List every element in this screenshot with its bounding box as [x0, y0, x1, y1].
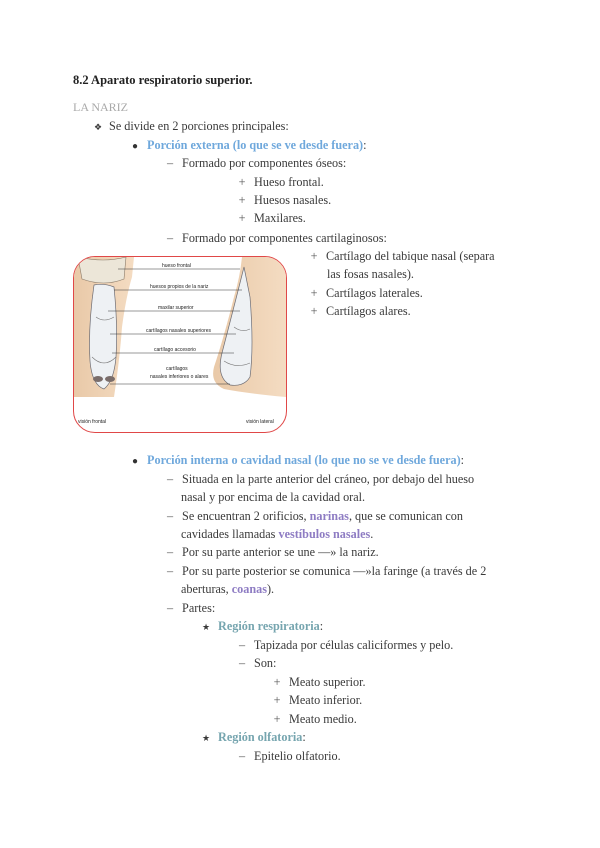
- star-bullet-icon: ★: [201, 622, 211, 632]
- internal-line-text: ).: [266, 582, 275, 596]
- cartilage-intro: [161, 229, 387, 247]
- internal-line-continuation: [181, 525, 373, 543]
- plus-icon: +: [273, 712, 281, 726]
- figure-label: cartílago accesorio: [154, 347, 196, 353]
- meato-item: [268, 691, 362, 709]
- nostril-left-shape: [93, 376, 103, 382]
- internal-line-text: .: [370, 527, 374, 541]
- dash-icon: –: [166, 564, 174, 578]
- diamond-bullet-icon: ❖: [93, 122, 103, 132]
- parts-line: [161, 599, 215, 617]
- plus-icon: +: [238, 175, 246, 189]
- osseous-intro: [161, 154, 346, 172]
- external-portion-heading: [126, 136, 367, 156]
- osseous-item: [233, 173, 324, 191]
- plus-icon: +: [273, 675, 281, 689]
- dash-icon: –: [238, 749, 246, 763]
- meato-item: [268, 673, 366, 691]
- olfactory-region-heading: [197, 728, 306, 747]
- external-portion-title: Porción externa (lo que se ve desde fuera): [147, 138, 364, 152]
- osseous-item-text: Maxilares.: [254, 211, 306, 225]
- frontal-view-caption: visión frontal: [78, 419, 107, 425]
- internal-line-continuation: nasal y por encima de la cavidad oral.: [181, 490, 366, 504]
- internal-line-text: Se encuentran 2 orificios,: [182, 509, 310, 523]
- respiratory-line-text: Son:: [254, 656, 277, 670]
- nostril-right-shape: [105, 376, 115, 382]
- olfactory-region-title: Región olfatoria: [218, 730, 303, 744]
- figure-label: cartílagos nasales superiores: [146, 328, 212, 334]
- olfactory-line: [233, 747, 341, 765]
- section-title: LA NARIZ: [73, 100, 128, 114]
- figure-label: huesos propios de la nariz: [150, 284, 209, 290]
- parts-text: Partes:: [182, 601, 216, 615]
- internal-line: [161, 543, 379, 561]
- internal-line-continuation: [181, 580, 274, 598]
- respiratory-region-title: Región respiratoria: [218, 619, 320, 633]
- frontal-nose-shape: [90, 284, 117, 389]
- cartilage-item: [305, 247, 495, 265]
- colon: :: [363, 138, 367, 152]
- nose-anatomy-illustration: [74, 257, 286, 432]
- internal-line: [161, 507, 463, 525]
- figure-label: cartílagos: [166, 366, 188, 372]
- narinas-term: narinas: [309, 509, 349, 523]
- dot-bullet-icon: ●: [131, 141, 139, 152]
- cartilage-item-continuation: las fosas nasales).: [327, 267, 414, 281]
- respiratory-region-heading: [197, 617, 323, 636]
- respiratory-line: [233, 636, 453, 654]
- cartilage-item: [305, 284, 423, 302]
- internal-line: [161, 470, 474, 488]
- page-heading: 8.2 Aparato respiratorio superior.: [73, 73, 253, 87]
- figure-label: nasales inferiores o alares: [150, 374, 209, 380]
- internal-line-text: , que se comunican con: [348, 509, 463, 523]
- plus-icon: +: [238, 193, 246, 207]
- cartilage-item: [305, 302, 411, 320]
- lateral-nose-shape: [220, 267, 252, 385]
- osseous-intro-text: Formado por componentes óseos:: [182, 156, 347, 170]
- internal-line-text: Por su parte posterior se comunica —»la faringe (a través de 2: [182, 564, 487, 578]
- cartilage-item-text: Cartílagos laterales.: [326, 286, 423, 300]
- plus-icon: +: [238, 211, 246, 225]
- colon: :: [460, 453, 465, 467]
- intro-text: Se divide en 2 porciones principales:: [109, 119, 289, 133]
- cartilage-intro-text: Formado por componentes cartilaginosos:: [182, 231, 387, 245]
- figure-label: hueso frontal: [162, 263, 191, 269]
- respiratory-line-text: Tapizada por células caliciformes y pelo.: [253, 638, 454, 652]
- colon: :: [302, 730, 306, 744]
- internal-line: [161, 562, 486, 580]
- plus-icon: +: [273, 693, 281, 707]
- star-bullet-icon: ★: [201, 733, 211, 743]
- respiratory-line: [233, 654, 276, 672]
- frontal-bone-shape: [78, 257, 126, 283]
- cartilage-item-text: Cartílago del tabique nasal (separa: [326, 249, 495, 263]
- internal-line-text: cavidades llamadas: [181, 527, 279, 541]
- plus-icon: +: [310, 249, 318, 263]
- dash-icon: –: [166, 545, 174, 559]
- lateral-view-caption: visión lateral: [246, 419, 274, 425]
- internal-portion-title: Porción interna o cavidad nasal (lo que no se ve desde fuera): [147, 453, 461, 467]
- dash-icon: –: [166, 472, 174, 486]
- internal-portion-heading: [126, 451, 464, 471]
- internal-line-text: aberturas,: [181, 582, 232, 596]
- meato-item-text: Meato medio.: [289, 712, 357, 726]
- plus-icon: +: [310, 286, 318, 300]
- cartilage-item-text: Cartílagos alares.: [326, 304, 411, 318]
- plus-icon: +: [310, 304, 318, 318]
- dash-icon: –: [238, 656, 246, 670]
- dash-icon: –: [166, 509, 174, 523]
- meato-item: [268, 710, 357, 728]
- colon: :: [319, 619, 324, 633]
- internal-line-text: Situada en la parte anterior del cráneo, por debajo del hueso: [182, 472, 475, 486]
- dash-icon: –: [166, 231, 174, 245]
- meato-item-text: Meato inferior.: [289, 693, 363, 707]
- nose-anatomy-figure: [73, 256, 287, 433]
- osseous-item: [233, 191, 331, 209]
- dash-icon: –: [166, 156, 174, 170]
- figure-label: maxilar superior: [158, 305, 194, 311]
- osseous-item: [233, 209, 306, 227]
- olfactory-line-text: Epitelio olfatorio.: [254, 749, 341, 763]
- dash-icon: –: [238, 638, 246, 652]
- coanas-term: coanas: [231, 582, 267, 596]
- internal-line-text: Por su parte anterior se une —» la nariz.: [182, 545, 379, 559]
- intro-line: [90, 117, 289, 136]
- meato-item-text: Meato superior.: [289, 675, 366, 689]
- osseous-item-text: Hueso frontal.: [254, 175, 324, 189]
- osseous-item-text: Huesos nasales.: [254, 193, 332, 207]
- dot-bullet-icon: ●: [131, 456, 139, 467]
- dash-icon: –: [166, 601, 174, 615]
- vestibulos-term: vestíbulos nasales: [278, 527, 371, 541]
